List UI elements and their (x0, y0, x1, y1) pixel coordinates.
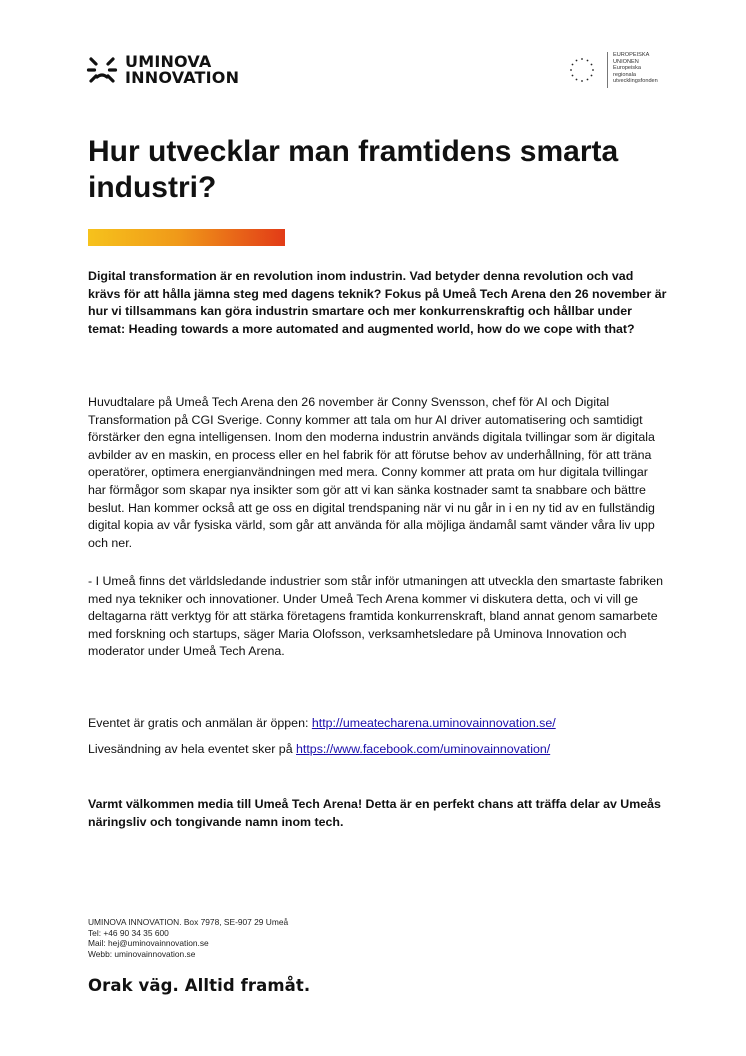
page-title: Hur utvecklar man framtidens smarta industri? (88, 135, 619, 204)
livestream-line (88, 741, 668, 759)
logo-line-2: INNOVATION (125, 68, 240, 87)
eu-logo-divider (607, 52, 608, 88)
footer-phone: Tel: +46 90 34 35 600 (88, 927, 169, 938)
registration-text: Eventet är gratis och anmälan är öppen: (88, 716, 312, 730)
eu-stars-icon (564, 54, 600, 86)
livestream-link[interactable]: https://www.facebook.com/uminovainnovation/ (296, 742, 551, 756)
eu-logo-line: utvecklingsfonden (613, 78, 658, 85)
uminova-logo (86, 54, 239, 86)
registration-link[interactable]: http://umeatecharena.uminovainnovation.se/ (311, 716, 556, 730)
eu-logo-line: regionala (613, 71, 637, 78)
eu-logo-text (613, 52, 658, 85)
footer-mail: Mail: hej@uminovainnovation.se (88, 938, 209, 949)
tagline: Orak väg. Alltid framåt. (88, 976, 311, 995)
registration-line (88, 715, 668, 733)
eu-logo-line: UNIONEN (613, 58, 639, 65)
body-paragraph-1: Huvudtalare på Umeå Tech Arena den 26 november är Conny Svensson, chef för AI och Digital Transformation på CGI Sverige. Conny kommer att tala om hur AI driver automatisering och samtidigt förstärker den egna intelligensen. Inom den moderna industrin används digitala tvillingar som är digitala avbilder av en maskin, en process eller en hel fabrik för att förutse behov av underhållning, för att träna operatörer, optimera energianvändningen med mera. Conny kommer att prata om hur digitala tvillingar har förmågor som skapar nya insikter som gör att vi kan sänka kostnader samt ta snabbare och bättre beslut. Han kommer också att ge oss en digital trendspaning när vi nu går in i en ny tid av en fullständig digital kopia av vår fysiska värld, som går att använda för alla möjliga ändamål samt vänder våra liv upp och ner. (88, 395, 655, 550)
closing-paragraph: Varmt välkommen media till Umeå Tech Arena! Detta är en perfekt chans att träffa delar av Umeås näringsliv och tongivande namn inom tech. (88, 797, 661, 829)
uminova-burst-icon (86, 54, 118, 86)
footer-contact (88, 917, 288, 959)
logo-line-1: UMINOVA (125, 52, 212, 71)
livestream-text: Livesändning av hela eventet sker på (88, 742, 297, 756)
accent-gradient-bar (88, 229, 285, 246)
footer-web: Webb: uminovainnovation.se (88, 948, 196, 959)
footer-address: UMINOVA INNOVATION. Box 7978, SE-907 29 Umeå (88, 917, 289, 927)
eu-logo-line: EUROPEISKA (613, 52, 650, 58)
eu-logo (564, 52, 658, 88)
lead-paragraph: Digital transformation är en revolution inom industrin. Vad betyder denna revolution och vad krävs för att hålla jämna steg med dagens teknik? Fokus på Umeå Tech Arena den 26 november är hur vi tillsammans kan göra industrin smartare och mer konkurrenskraftig och hållbar under temat: Heading towards a more automated and augmented world, how do we cope with that? (88, 269, 667, 336)
body-paragraph-2: - I Umeå finns det världsledande industrier som står inför utmaningen att utveckla den smartaste fabriken med nya tekniker och innovationer. Under Umeå Tech Arena kommer vi diskutera detta, och vi vill ge deltagarna rätt verktyg för att stärka företagens framtida konkurrenskraft, bland annat genom samarbete med forskning och startups, säger Maria Olofsson, verksamhetsledare på Uminova Innovation och moderator under Umeå Tech Arena. (88, 574, 664, 659)
eu-logo-line: Europeiska (613, 65, 641, 72)
